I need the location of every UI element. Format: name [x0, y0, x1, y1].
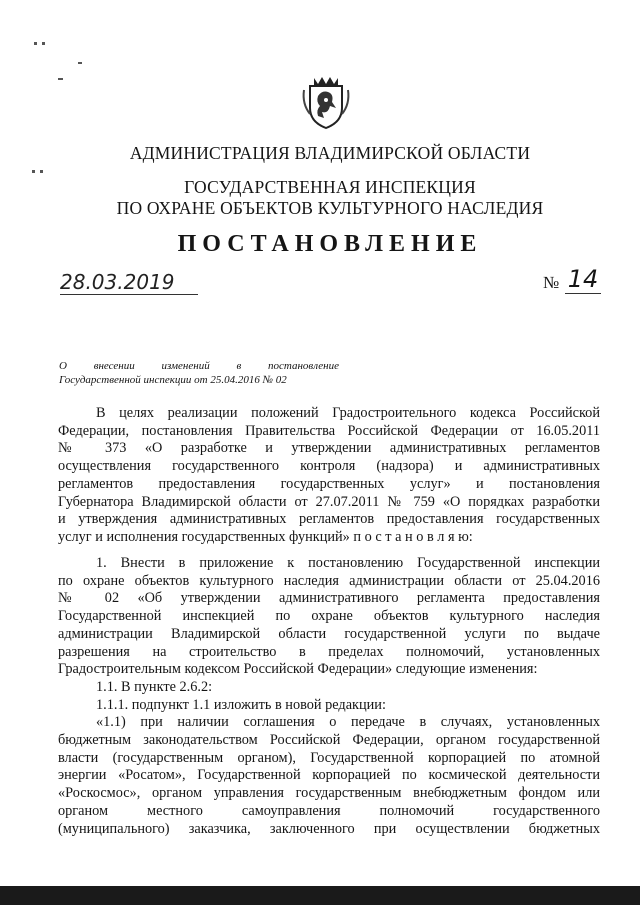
subject-word: постановление: [268, 360, 339, 372]
text-line: и утверждения административных регламентов предоставления государственных: [58, 511, 600, 528]
preamble-paragraph: [58, 405, 600, 547]
text-line: В целях реализации положений Градостроительного кодекса Российской: [96, 405, 600, 421]
text-line: № 373 «О разработке и утверждении административных регламентов: [58, 440, 600, 457]
text-line: Губернатора Владимирской области от 27.07.2011 № 759 «О порядках разработки: [58, 493, 600, 510]
text-line: 1.1.1. подпункт 1.1 изложить в новой редакции:: [96, 696, 386, 713]
text-line: 1.1. В пункте 2.6.2:: [96, 678, 213, 695]
handwritten-date: 28.03.2019: [60, 270, 198, 295]
subject-line: Государственной инспекции от 25.04.2016 № 02: [59, 374, 287, 386]
inspection-title-line2: ПО ОХРАНЕ ОБЪЕКТОВ КУЛЬТУРНОГО НАСЛЕДИЯ: [116, 198, 544, 218]
text-line: власти (государственным органом), Государственной корпорацией по атомной: [58, 749, 600, 766]
text-line: осуществления государственного контроля (надзора) и административных: [58, 458, 600, 475]
text-line: № 02 «Об утверждении административного регламента предоставления: [58, 590, 600, 607]
text-line: бюджетным законодательством Российской Федерации, органом государственной: [58, 732, 600, 749]
scan-edge-bar: [0, 886, 640, 905]
text-line: регламентов предоставления государственных услуг» и постановления: [58, 475, 600, 492]
text-line: (муниципального) заказчика, заключенного при осуществлении бюджетных: [58, 820, 600, 837]
document-subject: [59, 359, 339, 387]
text-line: «1.1) при наличии соглашения о передаче в случаях, установленных: [96, 714, 600, 731]
subject-word: внесении: [93, 360, 135, 372]
scan-margin-marks: [28, 40, 108, 100]
text-line: Градостроительным кодексом Российской Федерации» следующие изменения:: [58, 661, 538, 678]
document-type-heading: ПОСТАНОВЛЕНИЕ: [177, 231, 483, 257]
administration-title: АДМИНИСТРАЦИЯ ВЛАДИМИРСКОЙ ОБЛАСТИ: [129, 143, 531, 163]
resolution-body: [58, 555, 600, 838]
text-line: 1. Внести в приложение к постановлению Государственной инспекции: [96, 555, 600, 571]
text-line: Государственной инспекцией по охране объектов культурного наследия: [58, 608, 600, 625]
coat-of-arms-icon: [300, 74, 352, 130]
text-line: «Роскосмос», органом управления государственным внебюджетным фондом или: [58, 785, 600, 802]
text-line: по охране объектов культурного наследия администрации области от 25.04.2016: [58, 572, 600, 589]
text-line: разрешения на строительство в пределах полномочий, установленных: [58, 643, 600, 660]
subject-word: в: [236, 360, 242, 372]
inspection-title-line1: ГОСУДАРСТВЕННАЯ ИНСПЕКЦИЯ: [184, 177, 476, 197]
text-line: энергии «Росатом», Государственной корпорацией по космической деятельности: [58, 767, 600, 784]
subject-word: О: [59, 360, 67, 372]
text-line: услуг и исполнения государственных функций» п о с т а н о в л я ю:: [58, 528, 473, 545]
subject-word: изменений: [161, 360, 210, 372]
number-label: №: [543, 273, 560, 292]
text-line: органом местного самоуправления полномочий государственного: [58, 802, 600, 819]
handwritten-number: 14: [565, 265, 601, 294]
text-line: администрации Владимирской области государственной услуги по выдаче: [58, 625, 600, 642]
text-line: Федерации, постановления Правительства Российской Федерации от 16.05.2011: [58, 422, 600, 439]
